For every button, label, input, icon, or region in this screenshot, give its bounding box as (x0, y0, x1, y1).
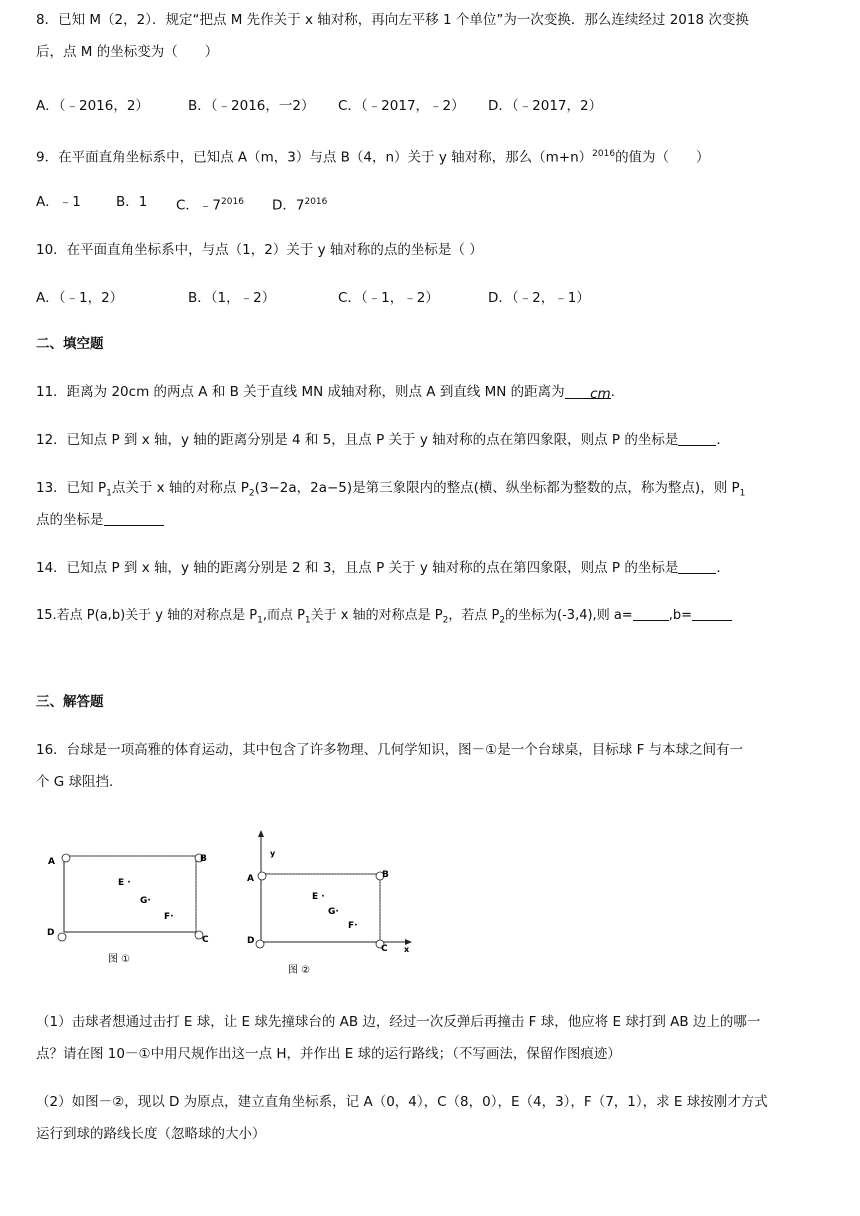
fig2-ball-e: E · (312, 892, 325, 902)
fig2-ball-f: F· (348, 921, 358, 931)
fig1-caption: 图 ① (108, 954, 131, 965)
q10-stem: 10．在平面直角坐标系中，与点（1，2）关于 y 轴对称的点的坐标是（ ） (36, 242, 483, 258)
fig2-table-rect (261, 874, 380, 942)
fig2-caption: 图 ② (288, 965, 311, 976)
q11-stem: 11．距离为 20cm 的两点 A 和 B 关于直线 MN 成轴对称，则点 A 到直线 MN 的距离为 cm. (36, 384, 615, 402)
fig1-ball-e: E · (118, 878, 131, 888)
q16-part2-line1: （2）如图－②，现以 D 为原点，建立直角坐标系，记 A（0，4），C（8，0），E（4，3），F（7，1），求 E 球按刚才方式 (36, 1094, 768, 1110)
q10-option-a: A．（﹣1，2） (36, 290, 124, 306)
q15-a-blank[interactable] (633, 606, 669, 621)
fig2-label-b: B (382, 870, 389, 880)
q13-stem: 13．已知 $P_1$点关于 x 轴的对称点 $P_2(3-2a$，2a−5)是第三象限内的整点(横、纵坐标都为整数的点，称为整点)，则 $P_1$ (36, 480, 746, 499)
q9-exponent: 2016 (592, 149, 616, 159)
fig1-label-a: A (48, 857, 55, 867)
q9-option-b: B．1 (116, 194, 148, 210)
q11-answer-blank[interactable] (565, 384, 611, 402)
fig1-label-d: D (47, 928, 55, 938)
q10-option-c: C．（﹣1，﹣2） (338, 290, 439, 306)
q16-line2: 个 G 球阻挡. (36, 774, 114, 790)
q13-answer-blank[interactable] (104, 511, 164, 526)
fig2-label-c: C (381, 944, 388, 954)
q10-option-b: B．（1，﹣2） (188, 290, 276, 306)
q11-unit: cm (590, 386, 611, 402)
q16-part1-line2: 点？请在图 10－①中用尺规作出这一点 H，并作出 E 球的运行路线；（不写画法，保留作图痕迹） (36, 1046, 621, 1062)
fig1-ball-g: G· (140, 896, 151, 906)
q13-line2: 点的坐标是 (36, 510, 164, 530)
fig2-pocket-a (258, 872, 266, 880)
q9-text-b: 的值为（ ） (615, 149, 710, 166)
fig1-table-rect (64, 856, 196, 932)
fig2-pocket-d (256, 940, 264, 948)
q9-stem (36, 144, 710, 168)
fig1-label-b: B (200, 854, 207, 864)
fig1-pocket-a (62, 854, 70, 862)
fig2-label-x: x (404, 945, 410, 954)
q8-option-d: D．（﹣2017，2） (488, 98, 603, 114)
q8-line2: 后，点 M 的坐标变为（ ） (36, 44, 219, 60)
figure-1 (44, 846, 224, 972)
figure-2 (240, 826, 420, 980)
fig2-ball-g: G· (328, 907, 339, 917)
section-solutions: 三、解答题 (36, 694, 104, 710)
q8-line1: 8．已知 M（2，2）．规定“把点 M 先作关于 x 轴对称，再向左平移 1 个单位”为一次变换．那么连续经过 2018 次变换 (36, 12, 749, 28)
q9-option-c: C．$﹣7^{2016}$ (176, 197, 244, 214)
fig2-label-y: y (270, 849, 276, 858)
q12-stem: 12．已知点 P 到 x 轴，y 轴的距离分别是 4 和 5，且点 P 关于 y 轴对称的点在第四象限，则点 P 的坐标是 . (36, 432, 721, 448)
section-fill-in-blank: 二、填空题 (36, 336, 104, 352)
q9-option-d: D．$7^{2016}$ (272, 197, 328, 214)
q16-line1: 16．台球是一项高雅的体育运动，其中包含了许多物理、几何学知识，图－①是一个台球桌，目标球 F 与本球之间有一 (36, 742, 744, 758)
fig2-label-a: A (247, 874, 254, 884)
q8-option-a: A．（﹣2016，2） (36, 98, 149, 114)
fig1-ball-f: F· (164, 912, 174, 922)
q14-stem: 14．已知点 P 到 x 轴，y 轴的距离分别是 2 和 3，且点 P 关于 y 轴对称的点在第四象限，则点 P 的坐标是 . (36, 560, 721, 576)
q14-answer-blank[interactable] (678, 559, 716, 574)
q16-part2-line2: 运行到球的路线长度（忽略球的大小） (36, 1126, 266, 1142)
q16-part1-line1: （1）击球者想通过击打 E 球，让 E 球先撞球台的 AB 边，经过一次反弹后再撞击 F 球，他应将 E 球打到 AB 边上的哪一 (36, 1014, 761, 1030)
q9-option-a: A．﹣1 (36, 194, 81, 210)
q15-b-blank[interactable] (692, 606, 732, 621)
q9-text-a: 9．在平面直角坐标系中，已知点 A（m，3）与点 B（4，n）关于 y 轴对称，那么（m+n） (36, 149, 593, 166)
fig1-pocket-d (58, 933, 66, 941)
q10-option-d: D．（﹣2，﹣1） (488, 290, 590, 306)
q12-answer-blank[interactable] (678, 431, 716, 446)
q8-option-b: B．（﹣2016，一2） (188, 98, 315, 114)
fig1-label-c: C (202, 935, 209, 945)
fig2-label-d: D (247, 936, 255, 946)
q15-stem: 15.若点 P(a,b)关于 y 轴的对称点是 $P_1$,而点 $P_1$关于 x 轴的对称点是 $P_2$，若点 $P_2$的坐标为(-3,4),则 a= ,b= (36, 606, 732, 631)
q8-option-c: C．（﹣2017，﹣2） (338, 98, 465, 114)
